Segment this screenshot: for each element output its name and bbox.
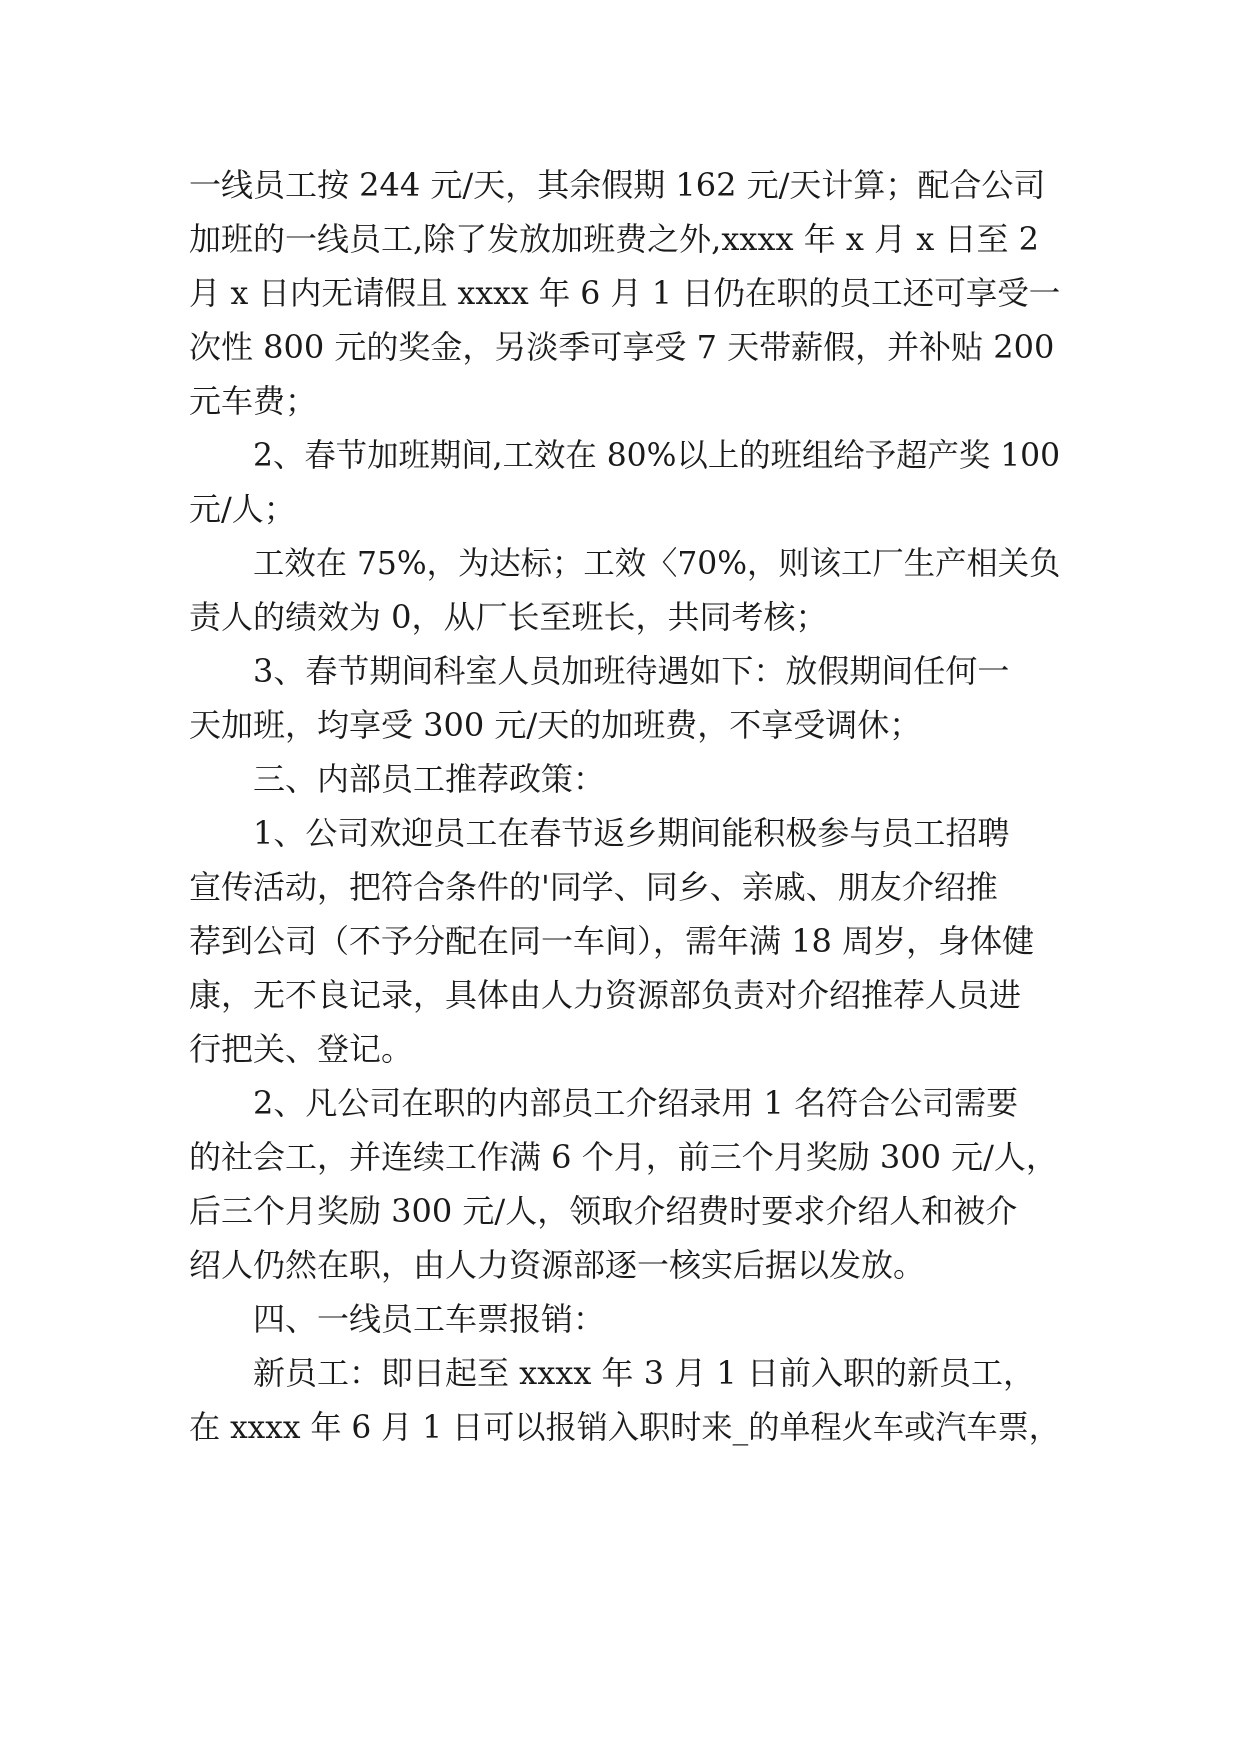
text-line: 后三个月奖励 300 元/人，领取介绍费时要求介绍人和被介	[189, 1192, 1018, 1230]
text-line: 次性 800 元的奖金，另淡季可享受 7 天带薪假，并补贴 200	[189, 328, 1055, 366]
paragraph-start: 工效在 75%，为达标；工效〈70%，则该工厂生产相关负	[253, 544, 1061, 582]
text-line: 元/人；	[189, 490, 296, 528]
text-line: 宣传活动，把符合条件的'同学、同乡、亲戚、朋友介绍推	[189, 868, 998, 906]
text-line: 加班的一线员工,除了发放加班费之外,xxxx 年 x 月 x 日至 2	[189, 220, 1040, 258]
text-line: 在 xxxx 年 6 月 1 日可以报销入职时来_的单程火车或汽车票，	[189, 1408, 1060, 1446]
text-line: 康，无不良记录，具体由人力资源部负责对介绍推荐人员进	[189, 976, 1022, 1014]
paragraph-start: 新员工：即日起至 xxxx 年 3 月 1 日前入职的新员工，	[253, 1354, 1035, 1392]
text-line: 的社会工，并连续工作满 6 个月，前三个月奖励 300 元/人，	[189, 1138, 1058, 1176]
text-line: 绍人仍然在职，由人力资源部逐一核实后据以发放。	[189, 1246, 926, 1284]
paragraph-start: 1、公司欢迎员工在春节返乡期间能积极参与员工招聘	[253, 814, 1010, 852]
text-line: 荐到公司（不予分配在同一车间），需年满 18 周岁，身体健	[189, 922, 1035, 960]
section-heading: 三、内部员工推荐政策：	[253, 760, 606, 798]
text-line: 一线员工按 244 元/天，其余假期 162 元/天计算；配合公司	[189, 166, 1046, 204]
paragraph-start: 3、春节期间科室人员加班待遇如下：放假期间任何一	[253, 652, 1010, 690]
text-line: 元车费；	[189, 382, 318, 420]
text-line: 月 x 日内无请假且 xxxx 年 6 月 1 日仍在职的员工还可享受一	[189, 274, 1061, 312]
text-line: 行把关、登记。	[189, 1030, 414, 1068]
paragraph-start: 2、凡公司在职的内部员工介绍录用 1 名符合公司需要	[253, 1084, 1019, 1122]
section-heading: 四、一线员工车票报销：	[253, 1300, 606, 1338]
text-line: 天加班，均享受 300 元/天的加班费，不享受调休；	[189, 706, 922, 744]
paragraph-start: 2、春节加班期间,工效在 80%以上的班组给予超产奖 100	[253, 436, 1061, 474]
text-line: 责人的绩效为 0，从厂长至班长，共同考核；	[189, 598, 828, 636]
